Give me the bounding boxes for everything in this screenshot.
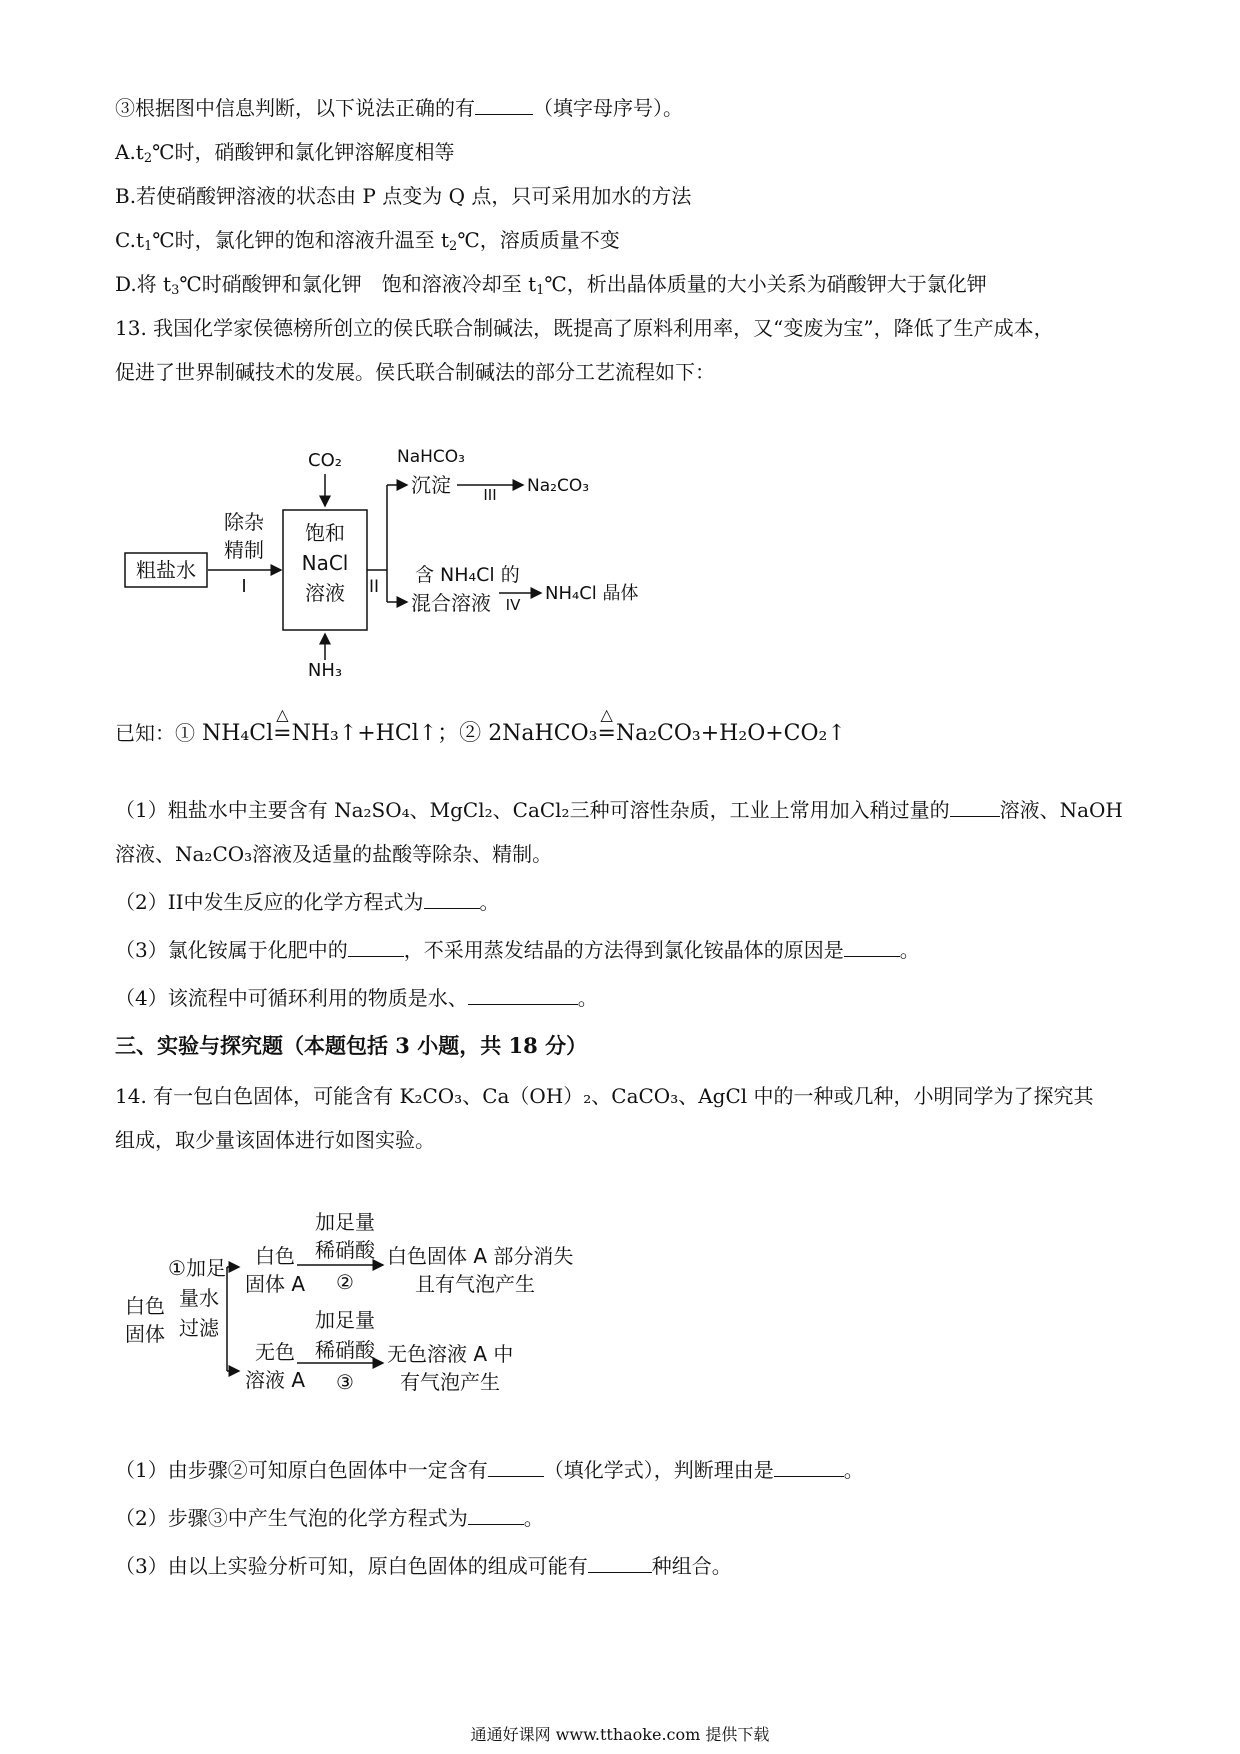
lower-step-number: ③ — [336, 1370, 354, 1394]
answer-blank[interactable] — [774, 1458, 844, 1477]
lower-reagent-b: 稀硝酸 — [315, 1338, 375, 1362]
section-heading: 三、实验与探究题（本题包括 3 小题，共 18 分） — [115, 1033, 588, 1058]
upper-reagent-b: 稀硝酸 — [315, 1238, 375, 1262]
q12-intro: ③根据图中信息判断，以下说法正确的有 （填字母序号）。 — [115, 96, 683, 120]
q13-stem-line1: 13. 我国化学家侯德榜所创立的侯氏联合制碱法，既提高了原料利用率，又“变废为宝”，降低了生产成本， — [115, 316, 1054, 340]
answer-blank[interactable] — [488, 1458, 544, 1477]
q14-sub3: （3）由以上实验分析可知，原白色固体的组成可能有 种组合。 — [115, 1554, 732, 1578]
nh4cl-crystal-label: NH₄Cl 晶体 — [545, 583, 639, 604]
solid-a-label-b: 固体 A — [244, 1272, 306, 1296]
nacl-box-line2: NaCl — [301, 551, 349, 575]
solution-a-label-a: 无色 — [255, 1340, 295, 1364]
step1-label-b: 量水 — [179, 1286, 219, 1310]
q14-sub2: （2）步骤③中产生气泡的化学方程式为 。 — [115, 1506, 544, 1530]
q12-option-d: D.将 $t_3℃$时硝酸钾和氯化钾 饱和溶液冷却至 $t_1℃$，析出晶体质量的大小关系为硝酸钾大于氯化钾 — [115, 272, 987, 298]
q14-stem-line2: 组成，取少量该固体进行如图实验。 — [115, 1128, 435, 1152]
q12-option-b: B.若使硝酸钾溶液的状态由 P 点变为 Q 点，只可采用加水的方法 — [115, 184, 692, 208]
q13-sub4: （4）该流程中可循环利用的物质是水、 。 — [115, 986, 598, 1010]
answer-blank[interactable] — [588, 1554, 652, 1573]
lower-result-a: 无色溶液 A 中 — [387, 1342, 514, 1366]
step1-label-c: 过滤 — [179, 1316, 219, 1340]
start-label-b: 固体 — [125, 1322, 165, 1346]
q13-sub3: （3）氯化铵属于化肥中的 ，不采用蒸发结晶的方法得到氯化铵晶体的原因是 。 — [115, 938, 920, 962]
step3-label: III — [483, 486, 497, 504]
answer-blank[interactable] — [950, 798, 1000, 817]
q12-option-a: $A.t_2℃$时，硝酸钾和氯化钾溶解度相等 — [115, 140, 455, 166]
na2co3-label: Na₂CO₃ — [527, 476, 590, 496]
answer-blank[interactable] — [468, 986, 578, 1005]
q12-option-c: $C.t_1℃$时，氯化钾的饱和溶液升温至 $t_2℃$，溶质质量不变 — [115, 228, 620, 254]
nacl-box-line1: 饱和 — [305, 521, 345, 545]
answer-blank[interactable] — [844, 938, 900, 957]
q13-sub2: （2）II中发生反应的化学方程式为 。 — [115, 890, 500, 914]
step2-label: II — [368, 577, 380, 597]
q13-stem-line2: 促进了世界制碱技术的发展。侯氏联合制碱法的部分工艺流程如下： — [115, 360, 715, 384]
q13-flow-diagram — [115, 440, 755, 680]
q14-experiment-diagram — [115, 1195, 675, 1415]
start-label-a: 白色 — [125, 1294, 165, 1318]
answer-blank[interactable] — [468, 1506, 524, 1525]
heating-equals-sign: △ = — [273, 705, 292, 746]
q13-sub1-line1: （1）粗盐水中主要含有 Na₂SO₄、MgCl₂、CaCl₂三种可溶性杂质，工业上常用加入稍过量的 溶液、NaOH — [115, 798, 1123, 822]
co2-label: CO₂ — [308, 450, 342, 471]
raw-material-label: 粗盐水 — [136, 558, 196, 582]
answer-blank[interactable] — [475, 96, 533, 115]
nacl-box-line3: 溶液 — [305, 581, 345, 605]
solid-a-label-a: 白色 — [255, 1244, 295, 1268]
step4-label: IV — [505, 596, 521, 614]
q14-sub1: （1）由步骤②可知原白色固体中一定含有 （填化学式），判断理由是 。 — [115, 1458, 864, 1482]
mixed-solution-label-b: 混合溶液 — [411, 591, 491, 615]
lower-result-b: 有气泡产生 — [400, 1370, 500, 1394]
upper-result-a: 白色固体 A 部分消失 — [387, 1244, 574, 1268]
q13-sub1-line2: 溶液、Na₂CO₃溶液及适量的盐酸等除杂、精制。 — [115, 842, 553, 866]
precipitate-label: 沉淀 — [411, 473, 451, 497]
upper-result-b: 且有气泡产生 — [415, 1272, 535, 1296]
nh3-label: NH₃ — [307, 660, 343, 680]
lower-reagent-a: 加足量 — [315, 1308, 375, 1332]
nahco3-label: NaHCO₃ — [397, 447, 465, 467]
step1-label-a: 除杂 — [224, 510, 264, 534]
page-footer: 通通好课网 www.tthaoke.com 提供下载 — [470, 1725, 770, 1744]
step1-label-b: 精制 — [224, 538, 264, 562]
answer-blank[interactable] — [348, 938, 404, 957]
upper-reagent-a: 加足量 — [315, 1210, 375, 1234]
solution-a-label-b: 溶液 A — [244, 1368, 306, 1392]
upper-step-number: ② — [336, 1270, 354, 1294]
step1-label-c: I — [241, 576, 247, 597]
q14-stem-line1: 14. 有一包白色固体，可能含有 K₂CO₃、Ca（OH）₂、CaCO₃、AgCl 中的一种或几种，小明同学为了探究其 — [115, 1084, 1094, 1108]
answer-blank[interactable] — [424, 890, 480, 909]
known-equations: 已知：① NH₄Cl △ =NH₃↑+HCl↑；② 2NaHCO₃ △ =Na₂CO₃+H₂O+CO₂↑ — [115, 705, 846, 746]
step1-label-a: ①加足 — [168, 1256, 226, 1280]
heating-equals-sign: △ = — [597, 705, 616, 746]
mixed-solution-label-a: 含 NH₄Cl 的 — [415, 564, 520, 586]
